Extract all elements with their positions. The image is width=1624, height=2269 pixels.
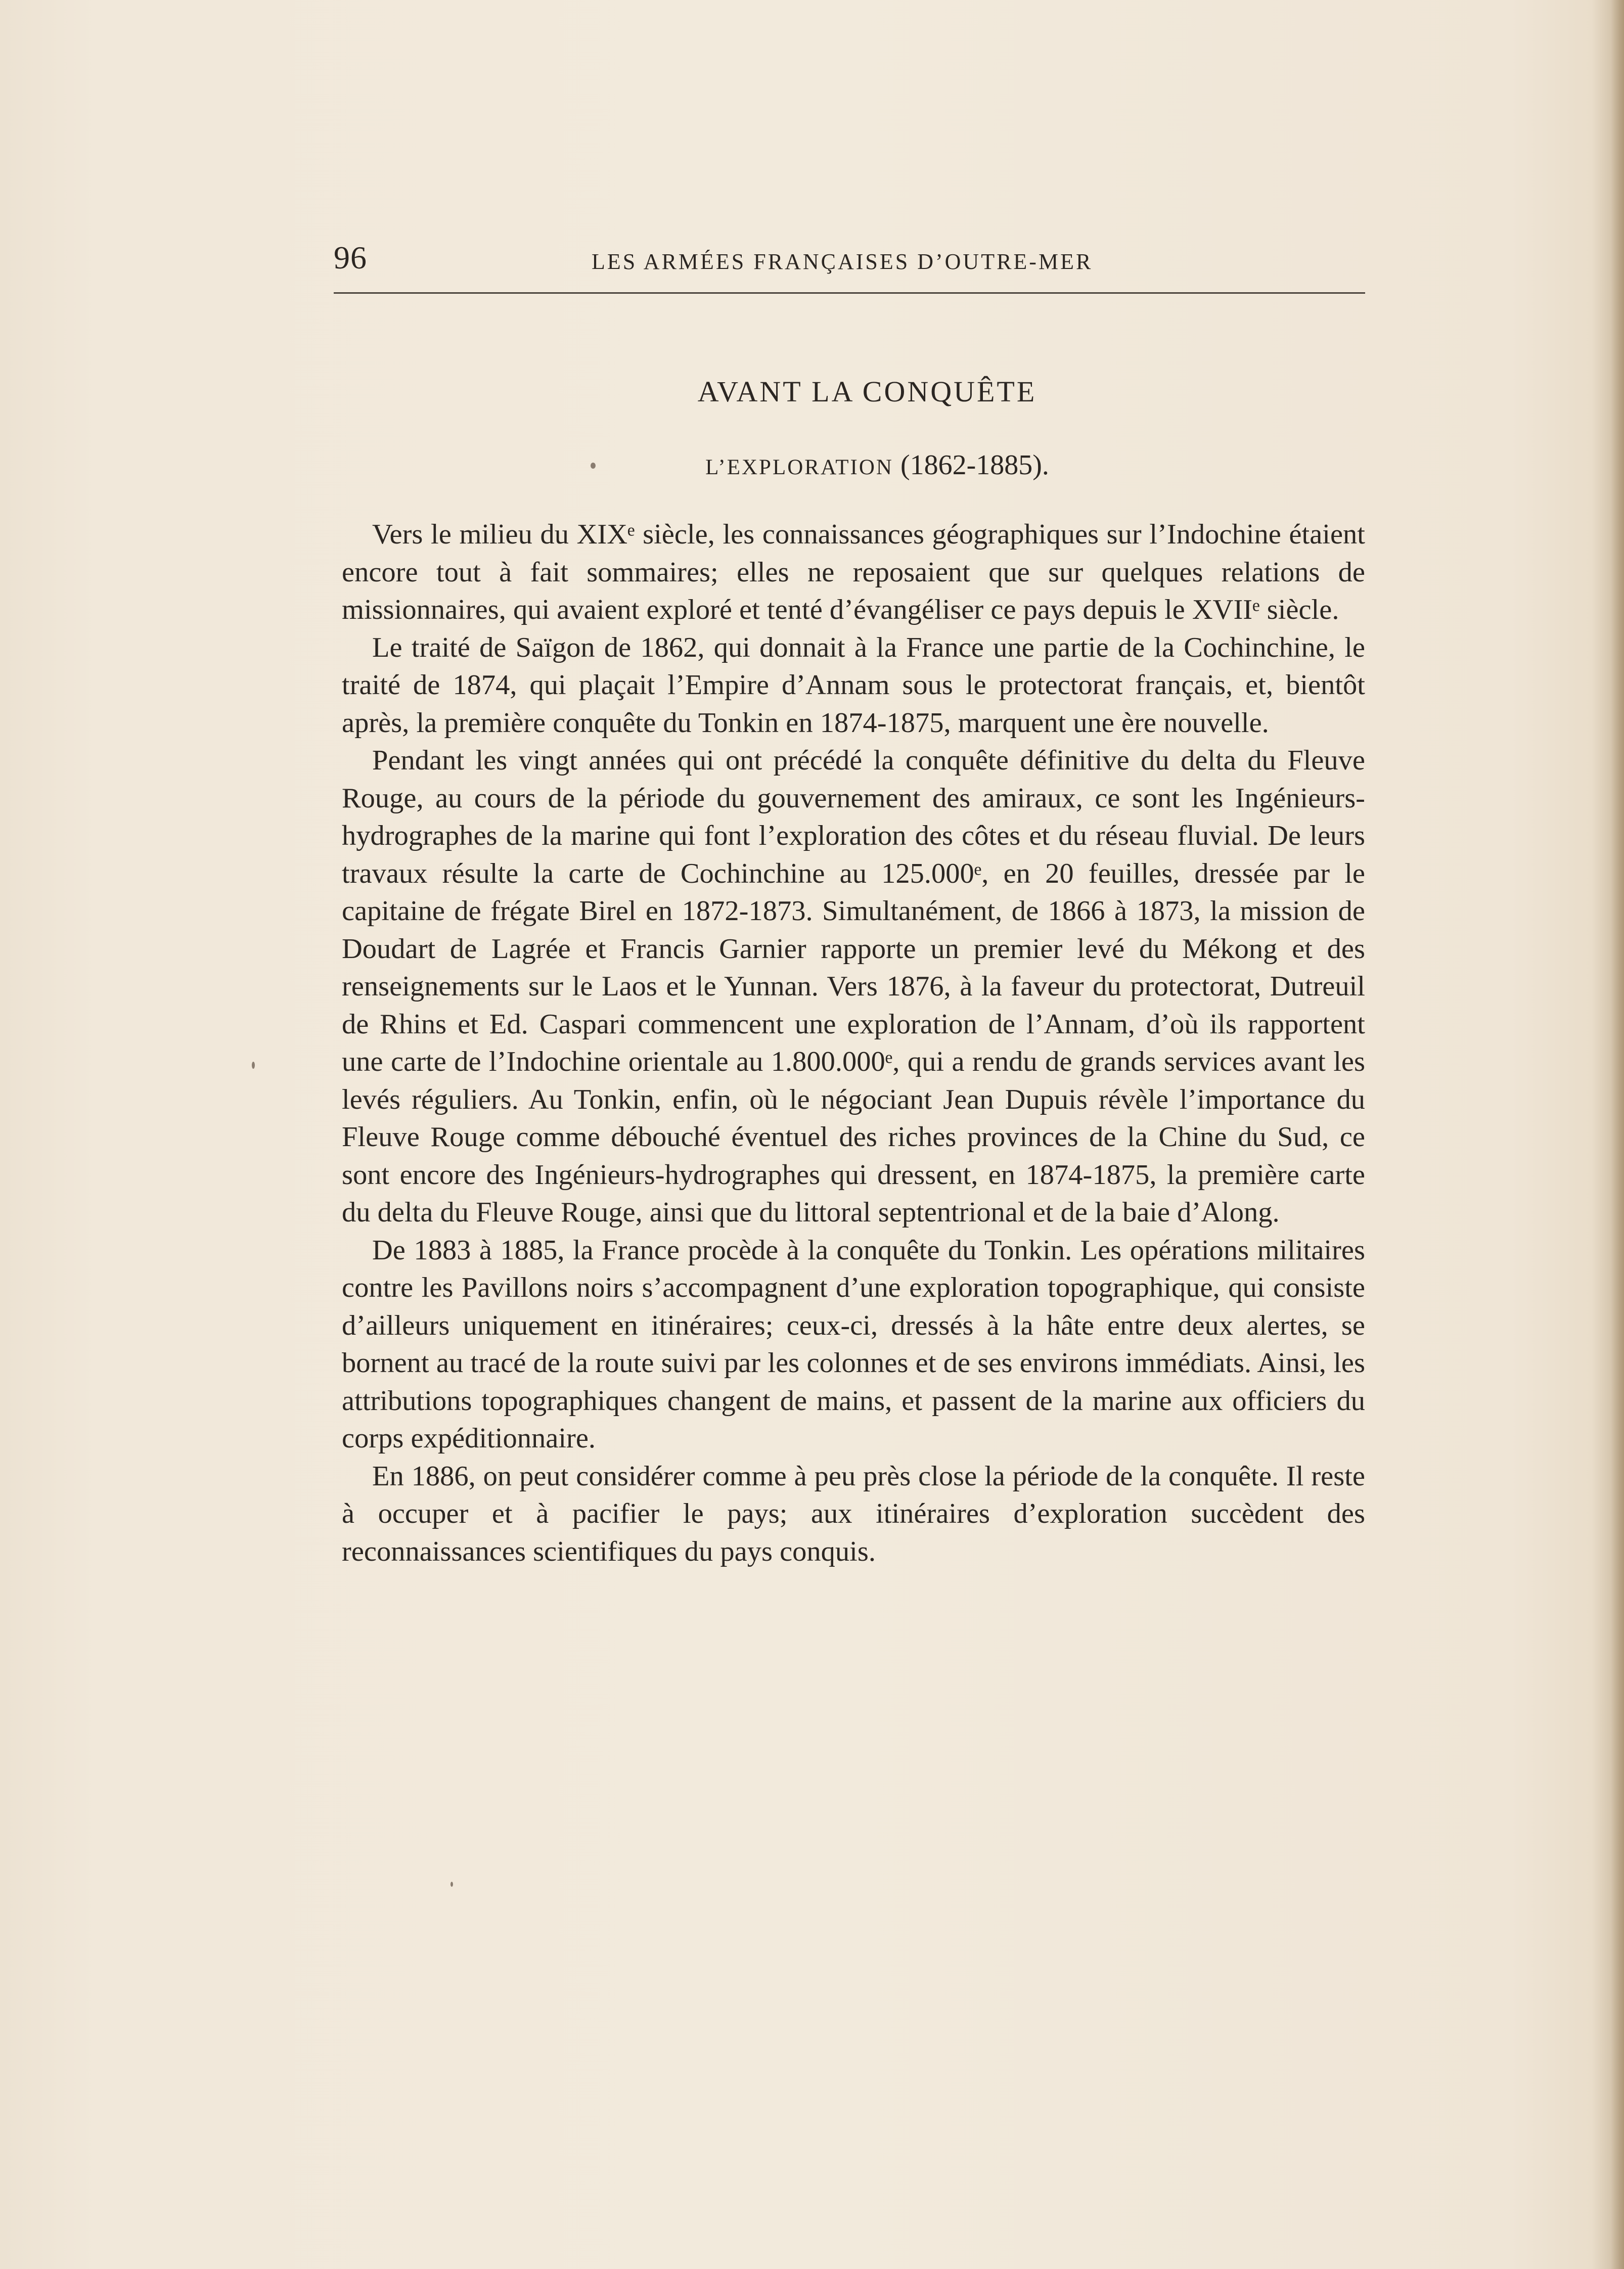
subtitle-label: L’EXPLORATION <box>705 456 893 479</box>
paragraph-4: De 1883 à 1885, la France procède à la conquête du Tonkin. Les opérations militaires contre les Pavillons noirs s’accompagnent d’une exploration topographique, qui consiste d’ailleurs uniquement en itinéraires; ceux-ci, dressés à la hâte entre deux alertes, se bornent au tracé de la route suivi par les colonnes et de ses environs immédiats. Ainsi, les attributions topographiques changent de mains, et passent de la marine aux officiers du corps expéditionnaire. <box>342 1234 1365 1454</box>
page-header <box>334 238 1365 278</box>
paper-speck <box>450 1882 453 1887</box>
paragraph-1: Vers le milieu du XIXᵉ siècle, les connaissances géographiques sur l’Indochine étaient encore tout à fait sommaires; elles ne reposaient que sur quelques relations de missionnaires, qui avaient exploré et tenté d’évangéliser ce pays depuis le XVIIᵉ siècle. <box>342 519 1365 625</box>
paragraph-5: En 1886, on peut considérer comme à peu près close la période de la conquête. Il reste à occuper et à pacifier le pays; aux itinéraires d’exploration succèdent des reconnaissances scientifiques du pays conquis. <box>342 1460 1365 1567</box>
paragraph-2: Le traité de Saïgon de 1862, qui donnait à la France une partie de la Cochinchine, le traité de 1874, qui plaçait l’Empire d’Annam sous le protectorat français, et, bientôt après, la première conquête du Tonkin en 1874-1875, marquent une ère nouvelle. <box>342 631 1365 739</box>
paper-speck <box>252 1062 255 1069</box>
section-subtitle <box>334 445 1365 488</box>
header-rule <box>334 292 1365 294</box>
chapter-title: AVANT LA CONQUÊTE <box>697 375 1037 408</box>
paragraph-3: Pendant les vingt années qui ont précédé la conquête définitive du delta du Fleuve Rouge, au cours de la période du gouvernement des amiraux, ce sont les Ingénieurs-hydrographes de la marine qui font l’exploration des côtes et du réseau fluvial. De leurs travaux résulte la carte de Cochinchine au 125.000ᵉ, en 20 feuilles, dressée par le capitaine de frégate Birel en 1872-1873. Simultanément, de 1866 à 1873, la mission de Doudart de Lagrée et Francis Garnier rapporte un premier levé du Mékong et des renseignements sur le Laos et le Yunnan. Vers 1876, à la faveur du protectorat, Dutreuil de Rhins et Ed. Caspari commencent une exploration de l’Annam, d’où ils rapportent une carte de l’Indochine orientale au 1.800.000ᵉ, qui a rendu de grands services avant les levés réguliers. Au Tonkin, enfin, où le négociant Jean Dupuis révèle l’importance du Fleuve Rouge comme débouché éventuel des riches provinces de la Chine du Sud, ce sont encore des Ingénieurs-hydrographes qui dressent, en 1874-1875, la première carte du delta du Fleuve Rouge, ainsi que du littoral septentrional et de la baie d’Along. <box>342 745 1365 1228</box>
running-title: LES ARMÉES FRANÇAISES D’OUTRE-MER <box>592 249 1093 274</box>
page-number: 96 <box>334 240 367 276</box>
body-text <box>342 516 1365 1570</box>
page-edge-shadow <box>1611 0 1624 2269</box>
subtitle-dates: (1862-1885). <box>900 449 1049 481</box>
paper-speck <box>591 463 596 469</box>
